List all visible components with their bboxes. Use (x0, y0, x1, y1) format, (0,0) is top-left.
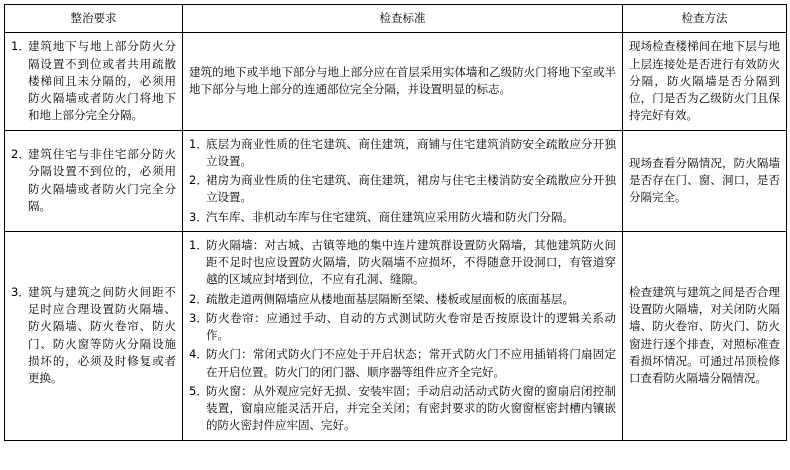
table-body (5, 33, 787, 440)
requirement-number: 2． (11, 147, 30, 162)
list-item-number: 1． (189, 136, 208, 151)
list-item-text: 防火隔墙：对古城、古镇等地的集中连片建筑群设置防火隔墙，其他建筑防火间距不足时也应设置防火隔墙，防火隔墙不应损坏，不得随意开设洞口，有管道穿越的区域应封堵到位，不应有孔洞、缝隙。 (206, 237, 616, 287)
list-item-number: 5． (189, 383, 208, 398)
column-header-method: 检查方法 (623, 5, 787, 33)
fire-safety-requirements-table (4, 4, 787, 441)
list-item-text: 防火门：常闭式防火门不应处于开启状态；常开式防火门不应用插销将门扇固定在开启位置。防火门的闭门器、顺序器等组件应齐全完好。 (206, 347, 616, 379)
list-item-text: 裙房为商业性质的住宅建筑、商住建筑，裙房与住宅主楼消防安全疏散应分开独立设置。 (206, 173, 616, 205)
method-text: 现场检查楼梯间在地下层与地上层连接处是否进行有效防火分隔，防火隔墙是否分隔到位，门是否为乙级防火门且保持完好有效。 (629, 39, 780, 123)
requirement-number: 1． (11, 39, 30, 54)
standard-cell (183, 231, 623, 440)
list-item (189, 136, 616, 171)
list-item-number: 2． (189, 173, 208, 187)
list-item-text: 防火窗：从外观应完好无损、安装牢固；手动启动活动式防火窗的窗扇启闭控制装置，窗扇应能灵活开启，并完全关闭；有密封要求的防火窗窗框密封槽内镶嵌的防火密封件应牢固、完好。 (206, 383, 616, 433)
standard-cell (183, 33, 623, 130)
list-item (189, 209, 616, 226)
list-item (189, 172, 616, 207)
list-item (189, 310, 616, 345)
standard-list (189, 237, 616, 435)
list-item (189, 346, 616, 381)
list-item-text: 疏散走道两侧隔墙应从楼地面基层隔断至梁、楼板或屋面板的底面基层。 (206, 291, 574, 306)
list-item-text: 汽车库、非机动车库与住宅建筑、商住建筑应采用防火墙和防火门分隔。 (206, 209, 574, 224)
list-item-number: 2． (189, 291, 208, 306)
list-item (189, 237, 616, 289)
list-item (189, 291, 616, 308)
list-item-text: 底层为商业性质的住宅建筑、商住建筑，商铺与住宅建筑消防安全疏散应分开独立设置。 (206, 136, 616, 168)
list-item-number: 1． (189, 237, 208, 252)
list-item (189, 383, 616, 435)
method-cell (623, 130, 787, 231)
method-cell (623, 231, 787, 440)
list-item-number: 3． (189, 209, 208, 224)
table-row (5, 33, 787, 130)
requirement-number: 3． (11, 284, 30, 299)
requirement-text-wrap (11, 38, 176, 124)
table-header (5, 5, 787, 33)
requirement-text: 建筑住宅与非住宅部分防火分隔设置不到位的，必须用防火隔墙或者防火门完全分隔。 (28, 147, 176, 213)
table-row (5, 130, 787, 231)
column-header-standard: 检查标准 (183, 5, 623, 33)
list-item-number: 4． (189, 347, 208, 362)
column-header-requirement: 整治要求 (5, 5, 183, 33)
table-header-row (5, 5, 787, 33)
standard-cell (183, 130, 623, 231)
requirement-cell (5, 130, 183, 231)
method-cell (623, 33, 787, 130)
requirement-cell (5, 231, 183, 440)
requirement-text: 建筑地下与地上部分防火分隔设置不到位或者共用疏散楼梯间且未分隔的，必须用防火隔墙或者防火门将地下和地上部分完全分隔。 (28, 39, 176, 123)
table-row (5, 231, 787, 440)
requirement-text-wrap (11, 284, 176, 388)
requirement-text: 建筑与建筑之间防火间距不足时应合理设置防火隔墙、防火隔墙、防火卷帘、防火门、防火窗等防火分隔设施损坏的，必须及时修复或者更换。 (28, 284, 176, 386)
method-text: 现场查看分隔情况，防火隔墙是否存在门、窗、洞口，是否分隔完全。 (629, 155, 780, 205)
standard-list (189, 136, 616, 226)
standard-text: 建筑的地下或半地下部分与地上部分应在首层采用实体墙和乙级防火门将地下室或半地下部分与地上部分的连通部位完全分隔，并设置明显的标志。 (189, 65, 616, 97)
list-item-text: 防火卷帘：应通过手动、自动的方式测试防火卷帘是否按原设计的逻辑关系动作。 (206, 310, 616, 342)
requirement-text-wrap (11, 146, 176, 215)
list-item-number: 3． (189, 310, 208, 325)
method-text: 检查建筑与建筑之间是否合理设置防火隔墙，对关闭防火隔墙、防火卷帘、防火门、防火窗进行逐个排查，对照标准查看损坏情况。可通过吊顶检修口查看防火隔墙分隔情况。 (629, 284, 780, 386)
requirement-cell (5, 33, 183, 130)
